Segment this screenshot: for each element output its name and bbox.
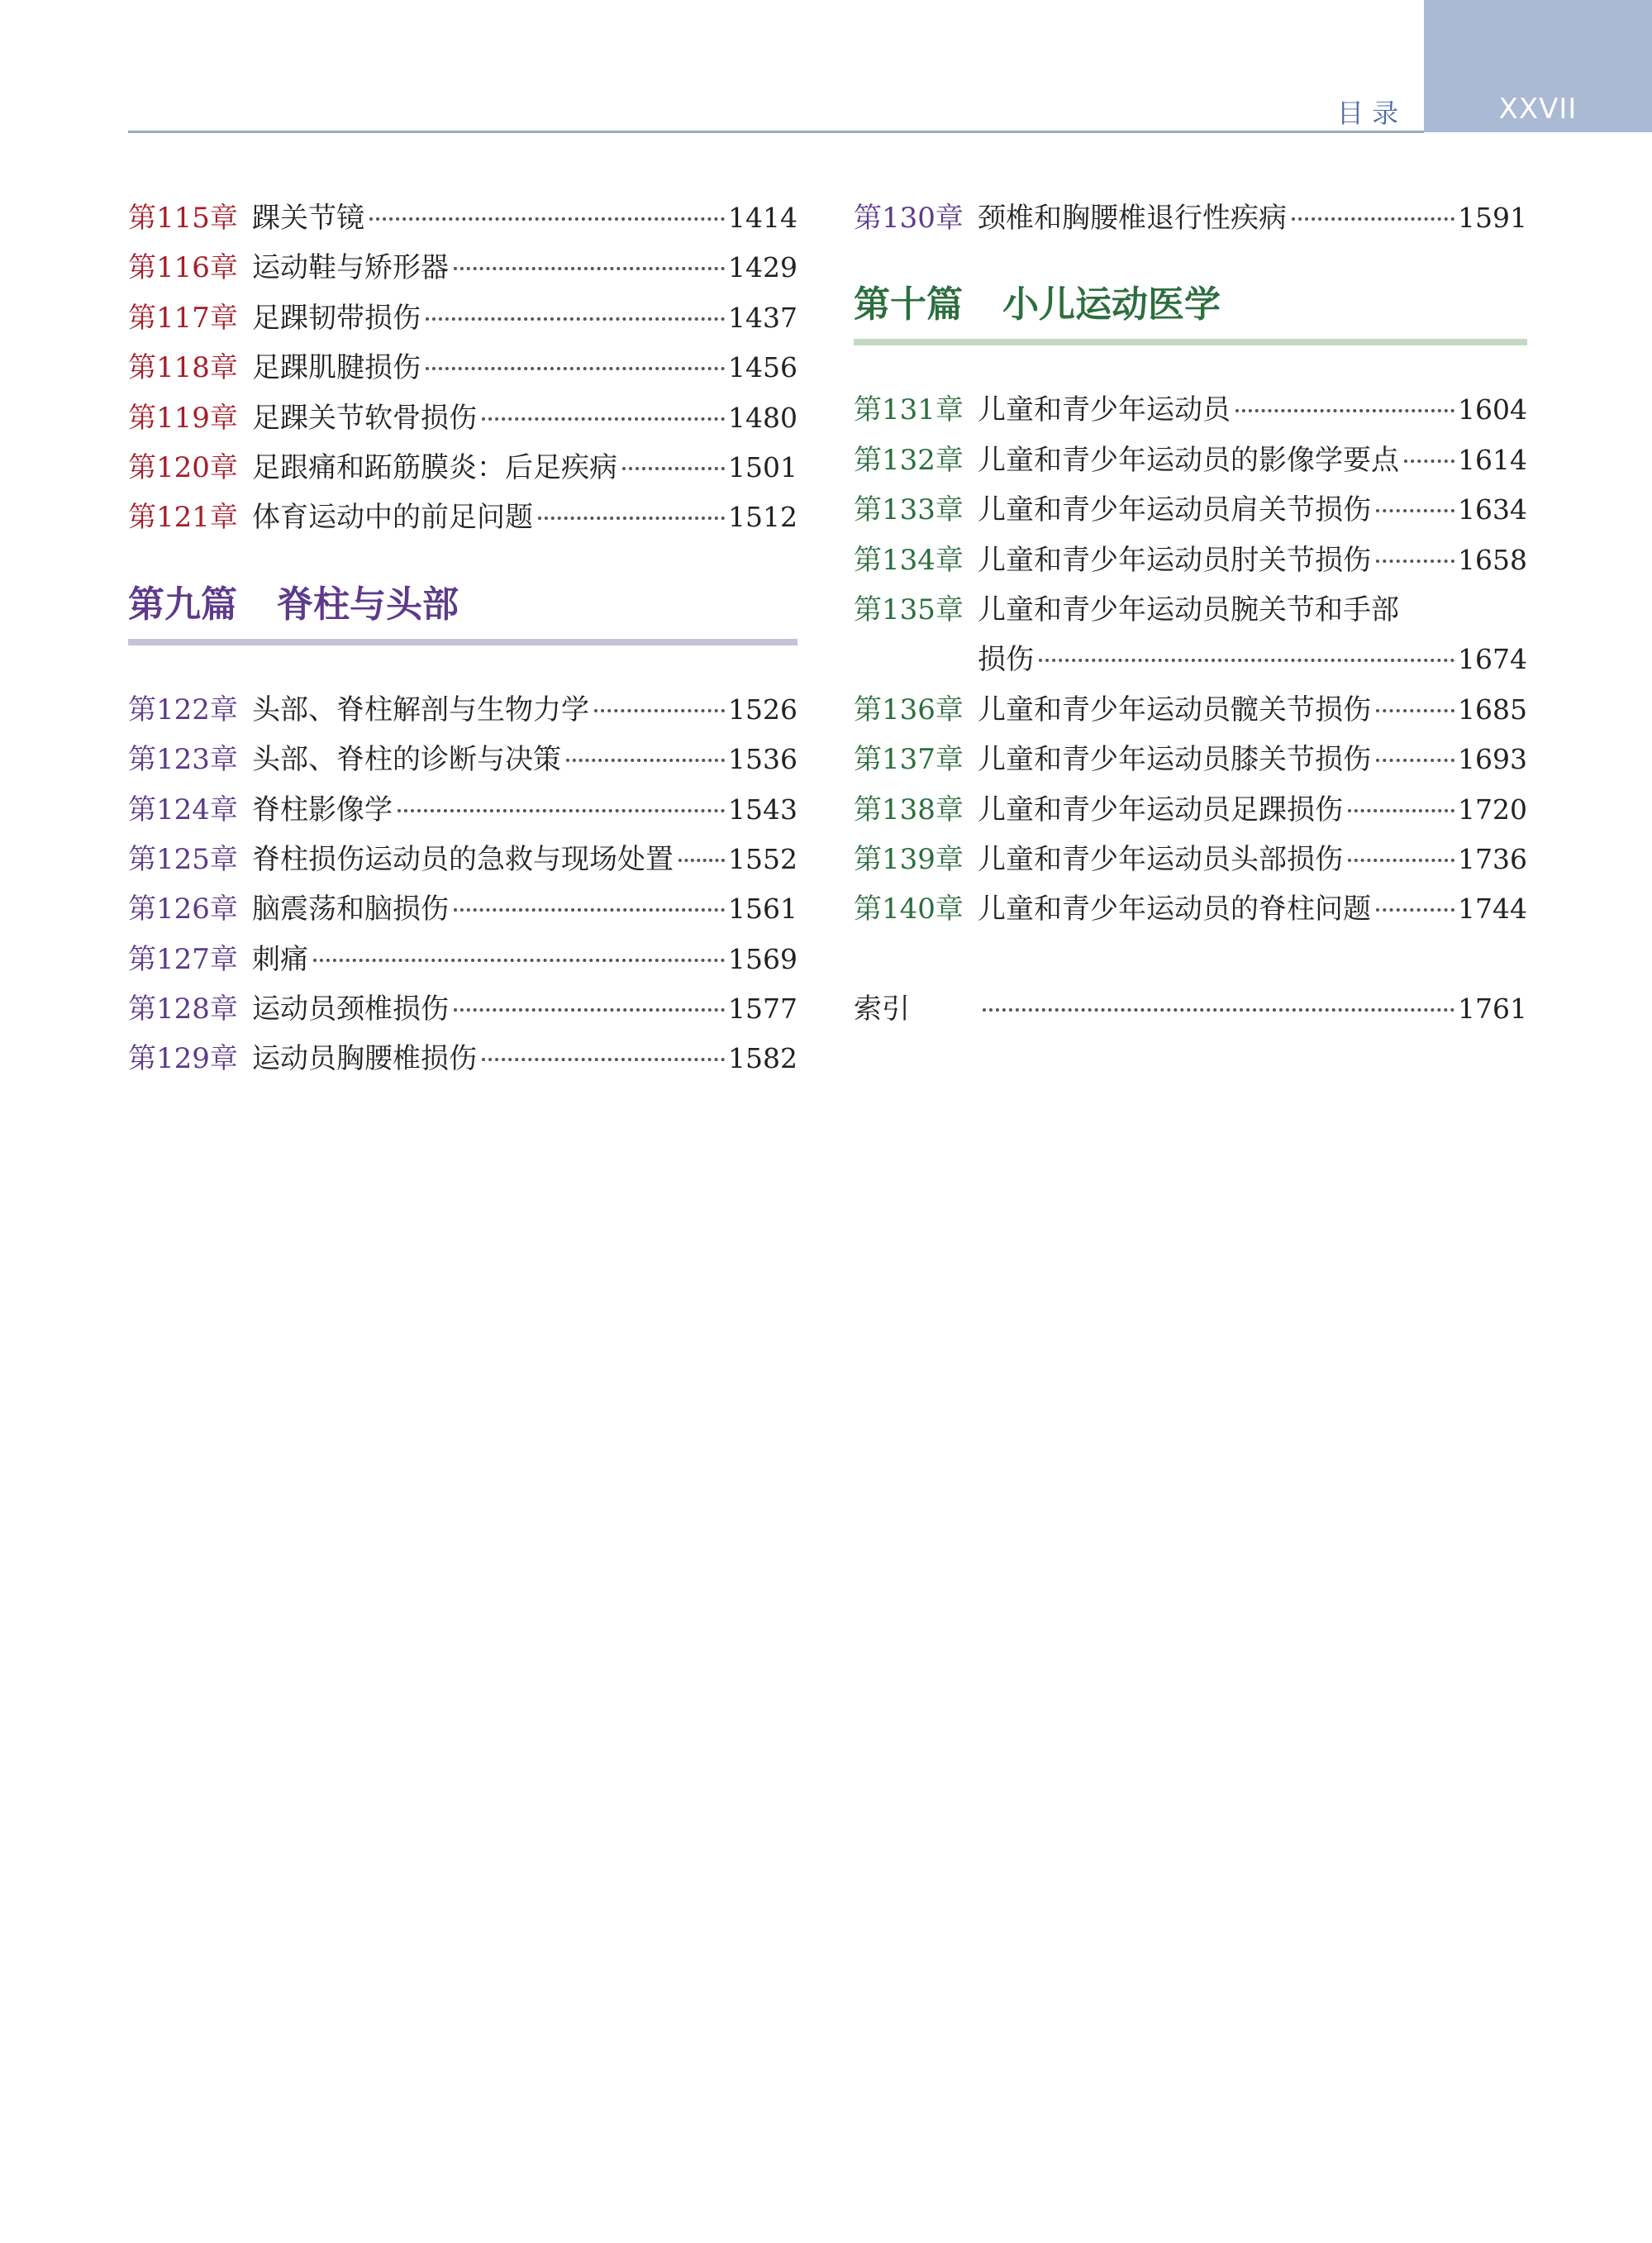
chapter-number: 第122章 xyxy=(128,693,238,726)
chapter-title: 刺痛 xyxy=(252,942,308,976)
page-number: XXVII xyxy=(1498,93,1578,126)
chapter-title: 踝关节镜 xyxy=(252,202,364,235)
chapter-number: 第136章 xyxy=(854,693,964,726)
toc-entry[interactable] xyxy=(128,193,797,243)
toc-entry[interactable] xyxy=(854,884,1527,934)
toc-entry-continuation[interactable] xyxy=(854,635,1527,684)
chapter-title: 运动员胸腰椎损伤 xyxy=(252,1042,477,1076)
chapter-number: 第139章 xyxy=(854,842,964,876)
page-ref: 1577 xyxy=(728,993,797,1026)
page-ref: 1604 xyxy=(1458,393,1527,426)
page-ref: 1512 xyxy=(728,501,797,534)
chapter-number: 第135章 xyxy=(854,593,964,626)
chapter-number: 第134章 xyxy=(854,543,964,577)
chapter-title: 儿童和青少年运动员 xyxy=(978,393,1231,427)
toc-entry[interactable] xyxy=(854,735,1527,784)
chapter-number: 第131章 xyxy=(854,393,964,427)
dot-leader xyxy=(1376,908,1454,912)
dot-leader xyxy=(566,759,725,762)
part-title xyxy=(854,279,1527,331)
toc-entry[interactable] xyxy=(854,685,1527,735)
chapter-title: 儿童和青少年运动员头部损伤 xyxy=(978,842,1343,876)
chapter-title-line2: 损伤 xyxy=(978,643,1034,677)
chapter-number: 第118章 xyxy=(128,351,238,385)
page-ref: 1414 xyxy=(728,202,797,234)
page-ref: 1744 xyxy=(1458,893,1527,926)
dot-leader xyxy=(1039,659,1454,662)
page-ref: 1720 xyxy=(1458,793,1527,826)
dot-leader xyxy=(1292,217,1454,221)
page-ref: 1536 xyxy=(728,743,797,776)
dot-leader xyxy=(369,217,725,221)
page-ref: 1685 xyxy=(1458,693,1527,726)
part-name: 小儿运动医学 xyxy=(1002,283,1221,326)
chapter-number: 第117章 xyxy=(128,301,238,335)
page-ref: 1501 xyxy=(728,450,797,483)
chapter-number: 第129章 xyxy=(128,1042,238,1076)
dot-leader xyxy=(1235,409,1454,412)
dot-leader xyxy=(678,859,725,862)
toc-entry[interactable] xyxy=(128,935,797,984)
chapter-title: 足踝韧带损伤 xyxy=(252,301,421,335)
page-ref: 1614 xyxy=(1458,443,1527,476)
toc-entry[interactable] xyxy=(128,835,797,884)
page-ref: 1634 xyxy=(1458,493,1527,526)
chapter-number: 第125章 xyxy=(128,842,238,876)
chapter-title: 儿童和青少年运动员髋关节损伤 xyxy=(978,693,1371,726)
chapter-number: 第130章 xyxy=(854,202,964,235)
chapter-number: 第123章 xyxy=(128,743,238,777)
toc-entry[interactable] xyxy=(854,536,1527,585)
chapter-number: 第140章 xyxy=(854,893,964,926)
toc-entry[interactable] xyxy=(128,785,797,835)
dot-leader xyxy=(398,809,725,812)
toc-entry[interactable] xyxy=(128,443,797,493)
toc-entry[interactable] xyxy=(128,685,797,735)
part-label: 第十篇 xyxy=(854,283,963,326)
dot-leader xyxy=(426,317,725,321)
part-rule xyxy=(854,339,1527,345)
page-ref: 1552 xyxy=(728,842,797,875)
chapter-title: 足跟痛和跖筋膜炎：后足疾病 xyxy=(252,450,617,484)
page-ref: 1456 xyxy=(728,351,797,384)
toc-entry[interactable] xyxy=(854,585,1527,635)
chapter-number: 第137章 xyxy=(854,743,964,777)
dot-leader xyxy=(426,367,725,370)
index-label: 索引 xyxy=(854,992,910,1026)
chapter-number: 第132章 xyxy=(854,443,964,477)
page-ref: 1561 xyxy=(728,893,797,926)
toc-left-column xyxy=(128,193,797,1084)
chapter-number: 第120章 xyxy=(128,450,238,484)
dot-leader xyxy=(538,517,725,520)
dot-leader xyxy=(1404,460,1454,463)
chapter-title: 头部、脊柱解剖与生物力学 xyxy=(252,693,589,726)
page-ref: 1658 xyxy=(1458,543,1527,576)
chapter-title: 足踝关节软骨损伤 xyxy=(252,401,477,435)
chapter-number: 第138章 xyxy=(854,793,964,826)
chapter-number: 第124章 xyxy=(128,793,238,826)
chapter-title: 脊柱影像学 xyxy=(252,793,393,826)
dot-leader xyxy=(482,1058,725,1061)
chapter-title: 头部、脊柱的诊断与决策 xyxy=(252,743,561,777)
part-label: 第九篇 xyxy=(128,583,237,626)
page-ref: 1429 xyxy=(728,251,797,284)
chapter-title: 足踝肌腱损伤 xyxy=(252,351,421,385)
dot-leader xyxy=(313,959,725,962)
dot-leader xyxy=(454,1008,725,1012)
page-ref: 1693 xyxy=(1458,743,1527,776)
dot-leader xyxy=(1376,709,1454,712)
page-ref: 1437 xyxy=(728,301,797,334)
dot-leader xyxy=(482,417,725,421)
dot-leader xyxy=(1348,809,1454,812)
chapter-title: 儿童和青少年运动员肘关节损伤 xyxy=(978,543,1371,577)
toc-entry[interactable] xyxy=(128,243,797,293)
dot-leader xyxy=(622,467,725,470)
toc-entry[interactable] xyxy=(854,436,1527,485)
toc-entry-index[interactable] xyxy=(854,984,1527,1034)
part-heading-10 xyxy=(854,279,1527,345)
page-ref: 1543 xyxy=(728,793,797,826)
toc-entry[interactable] xyxy=(854,835,1527,884)
part-title xyxy=(128,579,797,631)
chapter-title: 儿童和青少年运动员的脊柱问题 xyxy=(978,893,1371,926)
part-name: 脊柱与头部 xyxy=(277,583,459,626)
dot-leader xyxy=(1376,560,1454,563)
toc-entry[interactable] xyxy=(128,1034,797,1083)
toc-right-column xyxy=(854,193,1527,1034)
chapter-title: 儿童和青少年运动员的影像学要点 xyxy=(978,443,1399,477)
chapter-title: 儿童和青少年运动员足踝损伤 xyxy=(978,793,1343,826)
page-ref: 1761 xyxy=(1458,992,1527,1025)
page-ref: 1591 xyxy=(1458,202,1527,234)
part-rule xyxy=(128,639,797,645)
chapter-title: 运动鞋与矫形器 xyxy=(252,251,449,285)
page-ref: 1569 xyxy=(728,942,797,975)
chapter-number: 第121章 xyxy=(128,501,238,535)
toc-entry[interactable] xyxy=(854,785,1527,835)
chapter-title: 儿童和青少年运动员肩关节损伤 xyxy=(978,493,1371,527)
toc-entry[interactable] xyxy=(128,984,797,1034)
chapter-title: 颈椎和胸腰椎退行性疾病 xyxy=(978,202,1287,235)
page-ref: 1480 xyxy=(728,401,797,434)
toc-entry[interactable] xyxy=(128,343,797,393)
chapter-number: 第116章 xyxy=(128,251,238,285)
toc-entry[interactable] xyxy=(854,193,1527,243)
toc-entry[interactable] xyxy=(854,385,1527,435)
chapter-title: 儿童和青少年运动员膝关节损伤 xyxy=(978,743,1371,777)
dot-leader xyxy=(454,267,725,270)
header-section-label: 目 录 xyxy=(1336,98,1399,129)
chapter-title: 脊柱损伤运动员的急救与现场处置 xyxy=(252,842,674,876)
chapter-title: 脑震荡和脑损伤 xyxy=(252,893,449,926)
chapter-title: 运动员颈椎损伤 xyxy=(252,993,449,1026)
page-ref: 1582 xyxy=(728,1042,797,1075)
chapter-number: 第115章 xyxy=(128,202,238,235)
dot-leader xyxy=(1348,859,1454,862)
part-heading-9 xyxy=(128,579,797,645)
dot-leader xyxy=(1376,759,1454,762)
chapter-number: 第128章 xyxy=(128,993,238,1026)
dot-leader xyxy=(983,1008,1454,1012)
page-ref: 1674 xyxy=(1458,643,1527,676)
dot-leader xyxy=(594,709,725,712)
chapter-number: 第133章 xyxy=(854,493,964,527)
chapter-title: 儿童和青少年运动员腕关节和手部 xyxy=(978,593,1399,626)
dot-leader xyxy=(454,908,725,912)
page-ref: 1526 xyxy=(728,693,797,726)
toc-entry[interactable] xyxy=(128,293,797,343)
chapter-number: 第119章 xyxy=(128,401,238,435)
chapter-title: 体育运动中的前足问题 xyxy=(252,501,533,535)
toc-entry[interactable] xyxy=(128,493,797,542)
chapter-number: 第127章 xyxy=(128,942,238,976)
toc-entry[interactable] xyxy=(128,393,797,443)
header-rule xyxy=(128,131,1424,133)
dot-leader xyxy=(1376,509,1454,512)
page-ref: 1736 xyxy=(1458,842,1527,875)
toc-entry[interactable] xyxy=(128,884,797,934)
chapter-number: 第126章 xyxy=(128,893,238,926)
toc-entry[interactable] xyxy=(854,485,1527,535)
toc-entry[interactable] xyxy=(128,735,797,784)
